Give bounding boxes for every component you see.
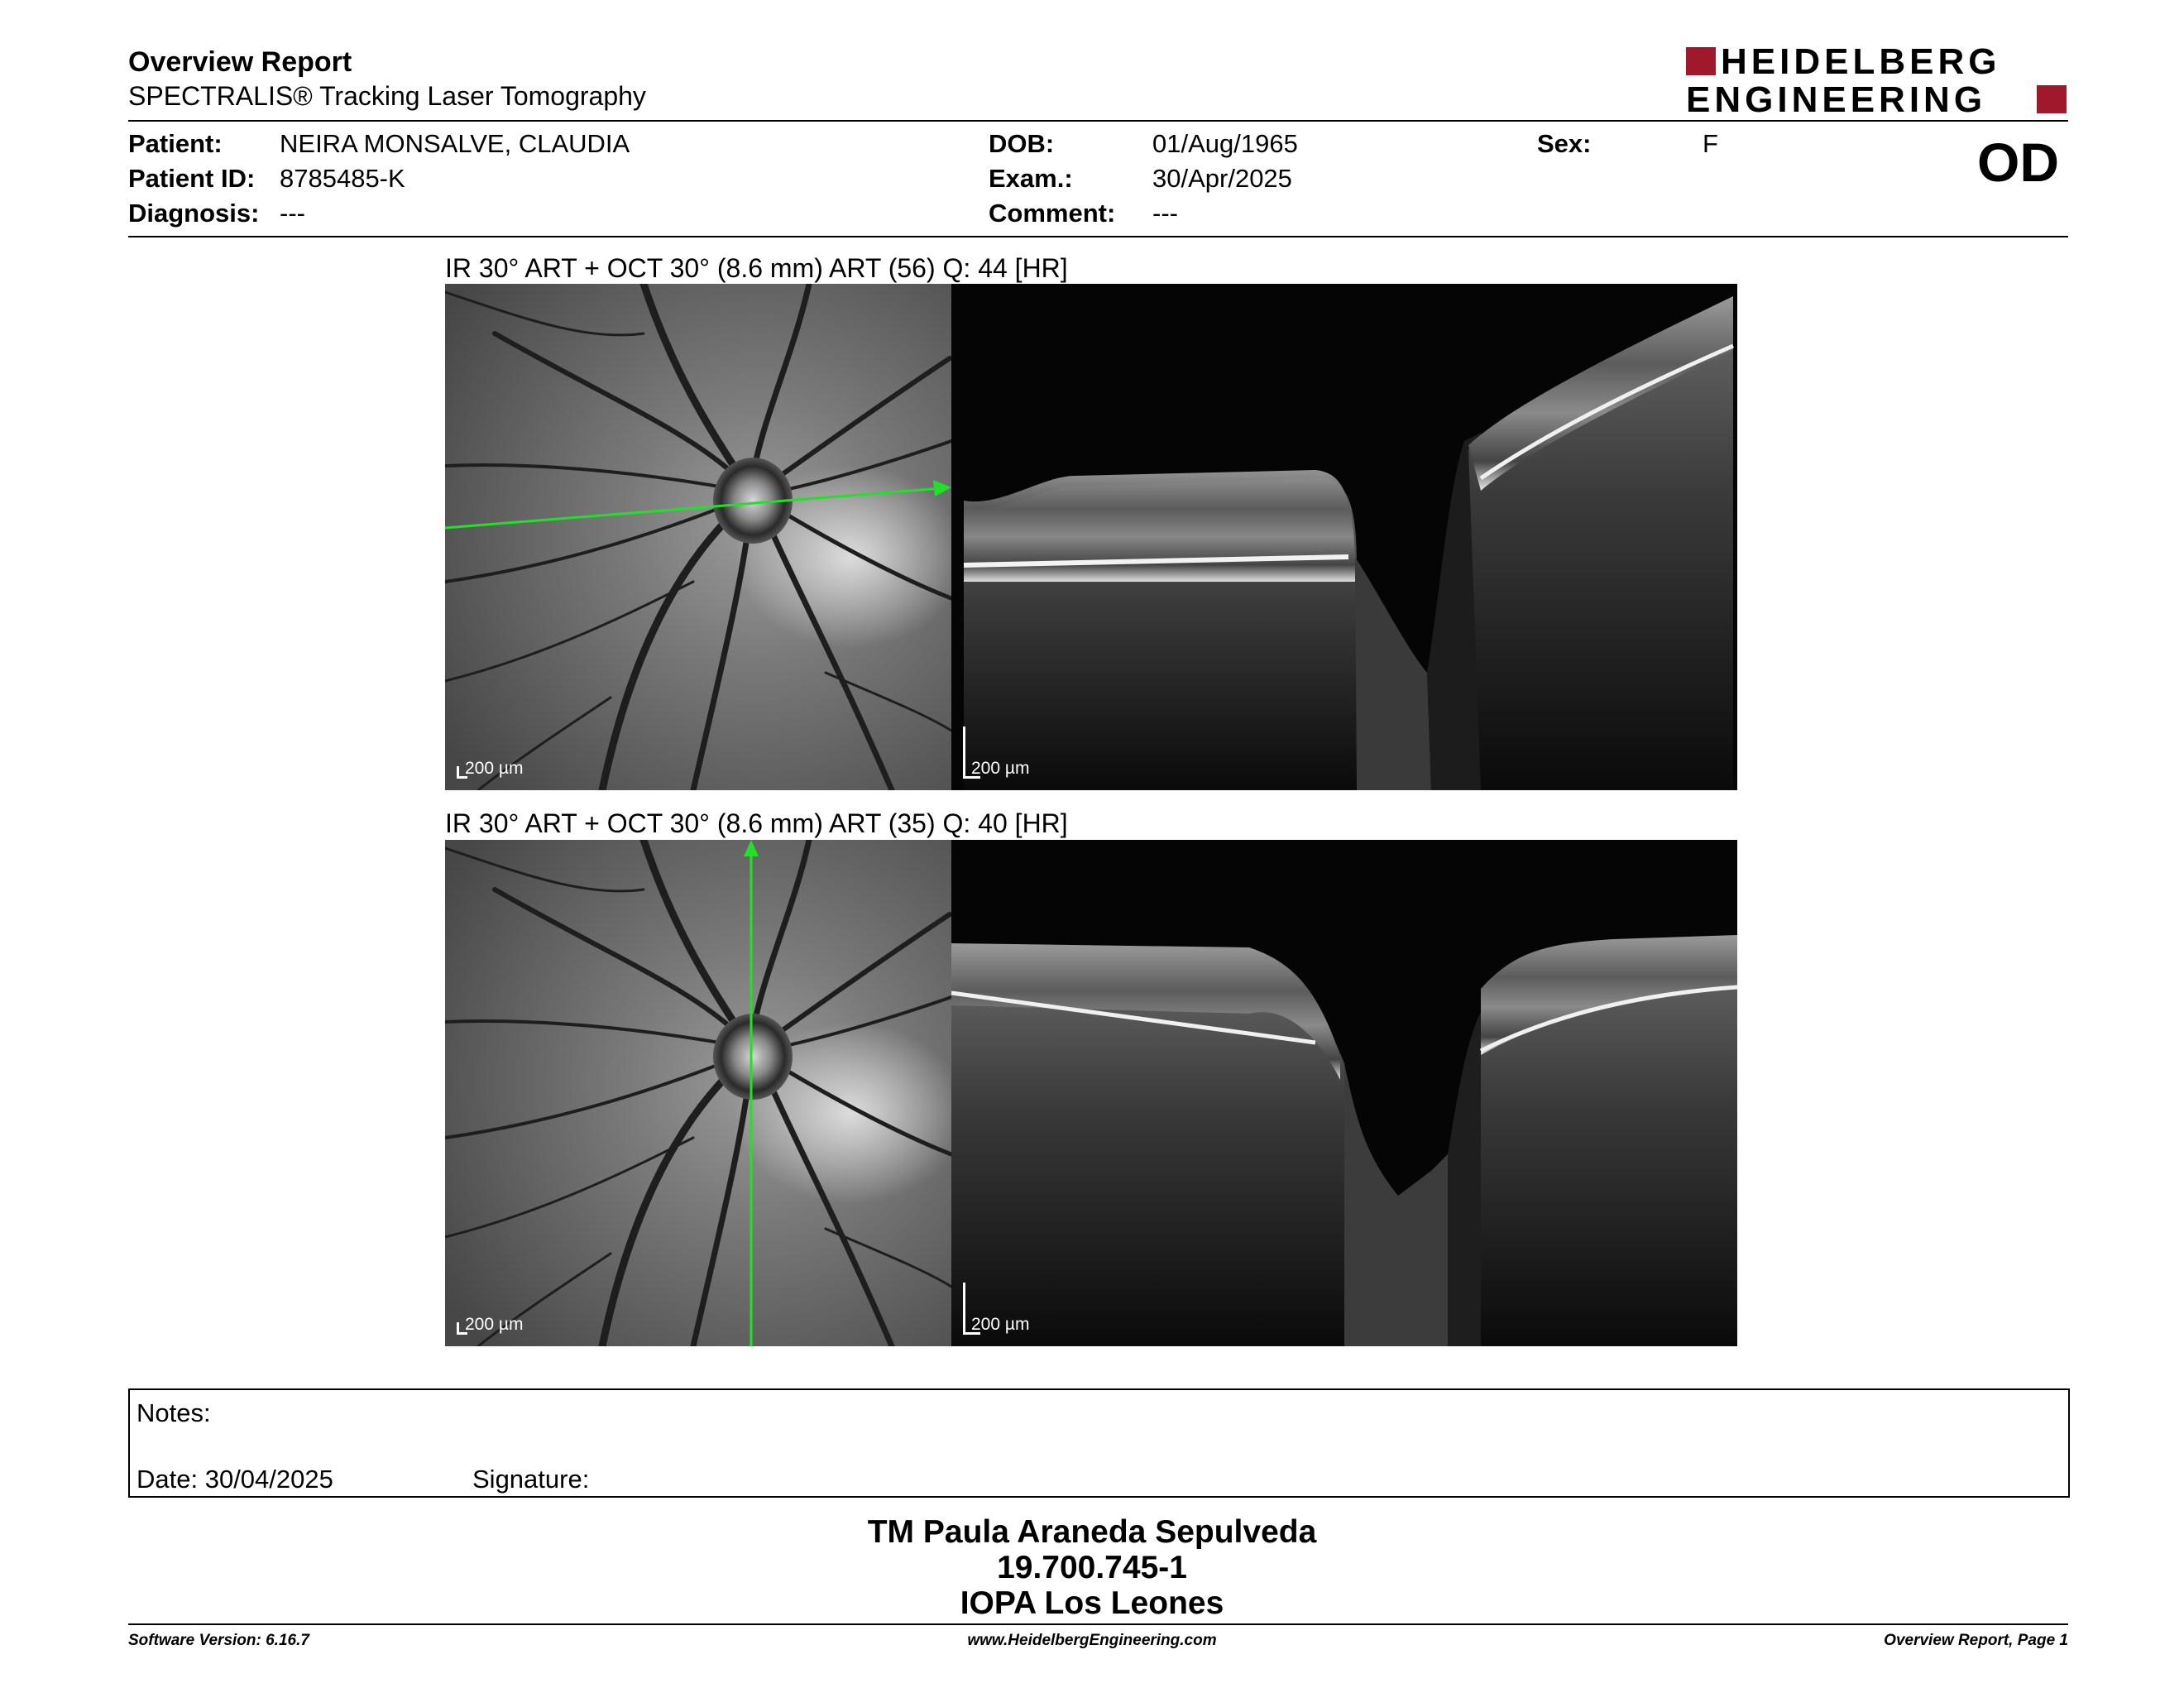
exam-value: 30/Apr/2025: [1152, 164, 1292, 193]
logo-line2: ENGINEERING: [1686, 79, 1987, 117]
diagnosis-label: Diagnosis:: [128, 199, 260, 228]
patient-id-label: Patient ID:: [128, 164, 256, 193]
scan-2-ir-scale: 200 µm: [457, 1315, 523, 1335]
scan-1-ir-image[interactable]: [445, 284, 951, 790]
report-title: Overview Report: [128, 46, 352, 78]
signer-name: TM Paula Araneda Sepulveda: [867, 1514, 1317, 1550]
comment-label: Comment:: [989, 199, 1116, 228]
scan-1-caption: IR 30° ART + OCT 30° (8.6 mm) ART (56) Q: 44 [HR]: [445, 253, 1068, 283]
scan-1-ir-scale: 200 µm: [457, 759, 523, 779]
signer-id: 19.700.745-1: [997, 1550, 1187, 1585]
page-indicator: Overview Report, Page 1: [1884, 1632, 2068, 1649]
website-link[interactable]: www.HeidelbergEngineering.com: [967, 1632, 1217, 1649]
scan-1-oct-scale: 200 µm: [963, 759, 1029, 779]
notes-box[interactable]: [128, 1388, 2070, 1498]
notes-label: Notes:: [136, 1398, 211, 1427]
report-subtitle: SPECTRALIS® Tracking Laser Tomography: [128, 81, 646, 111]
patient-label: Patient:: [128, 129, 223, 158]
patient-id-value: 8785485-K: [280, 164, 405, 193]
scan-2-oct-scale: 200 µm: [963, 1315, 1029, 1335]
exam-label: Exam.:: [989, 164, 1073, 193]
sex-value: F: [1703, 129, 1718, 158]
eye-label: OD: [1977, 132, 2059, 193]
diagnosis-value: ---: [280, 199, 305, 228]
scan-1-oct-image[interactable]: [951, 284, 1737, 790]
scan-2-caption: IR 30° ART + OCT 30° (8.6 mm) ART (35) Q: 40 [HR]: [445, 808, 1068, 838]
scan-2-oct-image[interactable]: [951, 840, 1737, 1346]
dob-label: DOB:: [989, 129, 1055, 158]
signer-institution: IOPA Los Leones: [960, 1585, 1224, 1621]
comment-value: ---: [1152, 199, 1178, 228]
signature-label: Signature:: [472, 1465, 590, 1494]
software-version: Software Version: 6.16.7: [128, 1632, 309, 1649]
heidelberg-logo: [1686, 46, 2067, 117]
patient-name: NEIRA MONSALVE, CLAUDIA: [280, 129, 630, 158]
date-label: Date: 30/04/2025: [136, 1465, 333, 1494]
logo-line1: HEIDELBERG: [1721, 46, 2001, 82]
sex-label: Sex:: [1537, 129, 1592, 158]
scan-2-ir-image[interactable]: [445, 840, 951, 1346]
dob-value: 01/Aug/1965: [1152, 129, 1298, 158]
